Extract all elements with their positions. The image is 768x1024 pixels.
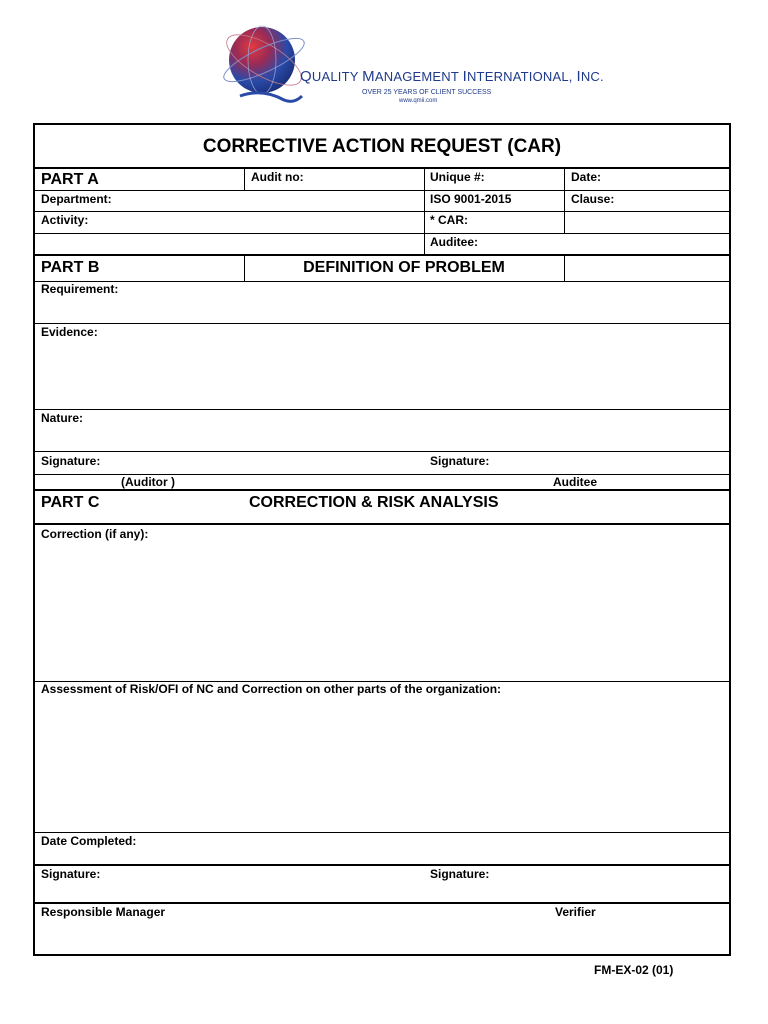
responsible-manager-caption: Responsible Manager [41,905,166,919]
part-a-heading: PART A [41,171,99,188]
part-c-heading: PART C [41,494,100,511]
standard-label: ISO 9001-2015 [430,192,512,206]
activity-field[interactable]: Activity: [41,213,89,227]
auditee-caption: Auditee [553,475,598,489]
correction-field[interactable]: Correction (if any): [41,527,149,541]
auditee-field[interactable]: Auditee: [430,235,478,249]
auditor-signature-field[interactable]: Signature: [41,454,101,468]
clause-field[interactable]: Clause: [571,192,615,206]
correction-risk-title: CORRECTION & RISK ANALYSIS [249,494,499,511]
company-name: QUALITY MANAGEMENT INTERNATIONAL, INC. [300,68,604,85]
verifier-signature-field[interactable]: Signature: [430,867,490,881]
date-completed-field[interactable]: Date Completed: [41,834,137,848]
verifier-caption: Verifier [555,905,596,919]
requirement-field[interactable]: Requirement: [41,282,119,296]
definition-of-problem-title: DEFINITION OF PROBLEM [303,259,505,276]
audit-no-field[interactable]: Audit no: [251,170,304,184]
manager-signature-field[interactable]: Signature: [41,867,101,881]
company-tagline: OVER 25 YEARS OF CLIENT SUCCESS [362,89,492,96]
risk-assessment-field[interactable]: Assessment of Risk/OFI of NC and Correction on other parts of the organization: [41,682,502,696]
form-code: FM-EX-02 (01) [594,963,674,977]
date-field[interactable]: Date: [571,170,602,184]
company-logo [222,18,604,110]
globe-icon [222,18,312,108]
auditee-signature-field[interactable]: Signature: [430,454,490,468]
car-field[interactable]: * CAR: [430,213,468,227]
part-b-heading: PART B [41,259,100,276]
evidence-field[interactable]: Evidence: [41,325,98,339]
form-title: CORRECTIVE ACTION REQUEST (CAR) [202,136,562,157]
auditor-caption: (Auditor ) [121,475,175,489]
unique-number-field[interactable]: Unique #: [430,170,485,184]
nature-field[interactable]: Nature: [41,411,84,425]
company-url: www.qmii.com [399,98,438,104]
department-field[interactable]: Department: [41,192,112,206]
